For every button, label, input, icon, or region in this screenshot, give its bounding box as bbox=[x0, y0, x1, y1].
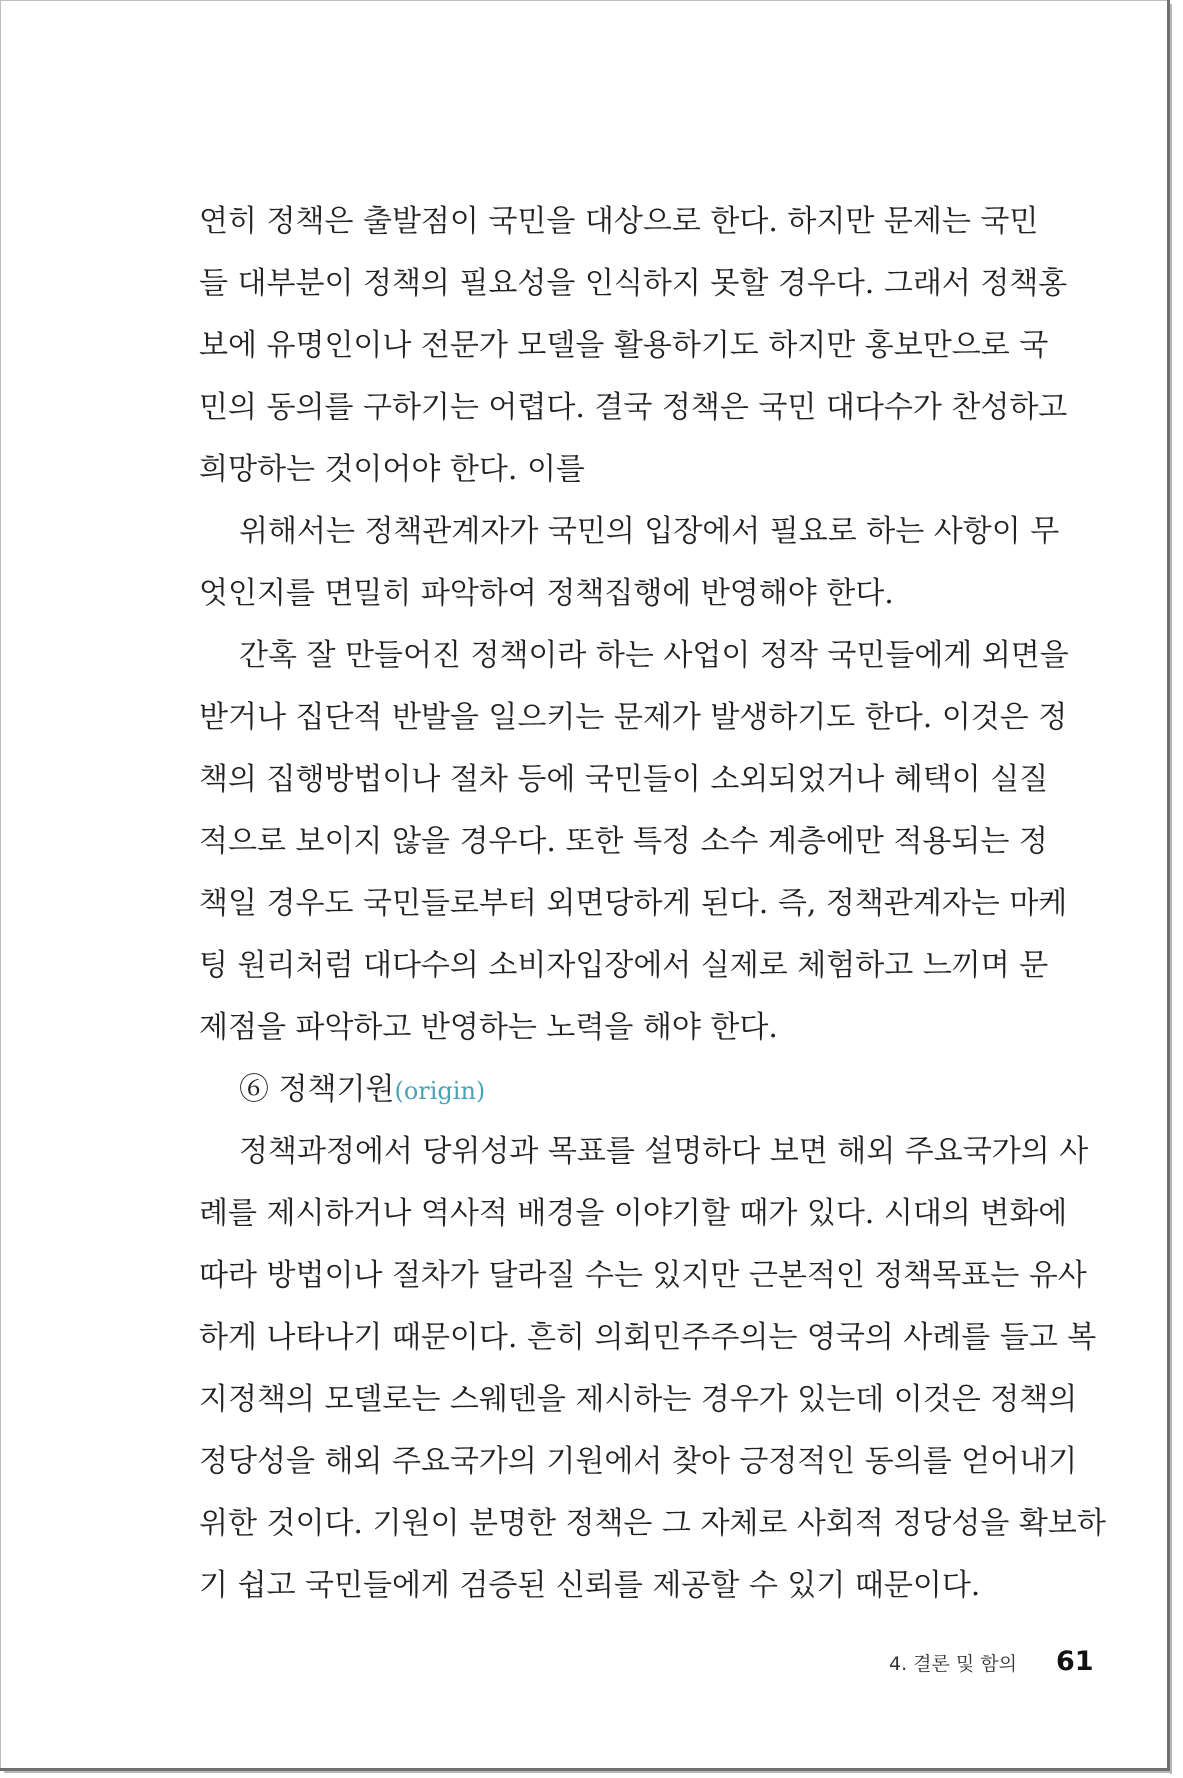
text-line: 정당성을 해외 주요국가의 기원에서 찾아 긍정적인 동의를 얻어내기 bbox=[199, 1444, 1078, 1479]
text-line: 따라 방법이나 절차가 달라질 수는 있지만 근본적인 정책목표는 유사 bbox=[199, 1258, 1087, 1293]
text-line: 위해서는 정책관계자가 국민의 입장에서 필요로 하는 사항이 무 bbox=[239, 514, 1060, 549]
heading-english: (origin) bbox=[394, 1077, 486, 1105]
text-line: 들 대부분이 정책의 필요성을 인식하지 못할 경우다. 그래서 정책홍 bbox=[199, 266, 1068, 301]
heading-title: 정책기원 bbox=[278, 1072, 395, 1107]
text-line: 위한 것이다. 기원이 분명한 정책은 그 자체로 사회적 정당성을 확보하 bbox=[199, 1506, 1106, 1541]
text-line: 간혹 잘 만들어진 정책이라 하는 사업이 정작 국민들에게 외면을 bbox=[239, 638, 1069, 673]
heading-number: ⑥ bbox=[239, 1072, 269, 1107]
text-line: 보에 유명인이나 전문가 모델을 활용하기도 하지만 홍보만으로 국 bbox=[199, 328, 1049, 363]
footer-section-title: 4. 결론 및 함의 bbox=[889, 1653, 1018, 1675]
page-body bbox=[199, 191, 1106, 1617]
text-line: 받거나 집단적 반발을 일으키는 문제가 발생하기도 한다. 이것은 정 bbox=[199, 700, 1068, 735]
text-line: 하게 나타나기 때문이다. 흔히 의회민주주의는 영국의 사례를 들고 복 bbox=[199, 1320, 1097, 1355]
text-line: 책일 경우도 국민들로부터 외면당하게 된다. 즉, 정책관계자는 마케 bbox=[199, 886, 1068, 921]
text-line: 엇인지를 면밀히 파악하여 정책집행에 반영해야 한다. bbox=[199, 576, 894, 611]
page-number: 61 bbox=[1056, 1646, 1094, 1677]
text-line: 지정책의 모델로는 스웨덴을 제시하는 경우가 있는데 이것은 정책의 bbox=[199, 1382, 1078, 1417]
text-line: 제점을 파악하고 반영하는 노력을 해야 한다. bbox=[199, 1010, 778, 1045]
text-line: 기 쉽고 국민들에게 검증된 신뢰를 제공할 수 있기 때문이다. bbox=[199, 1568, 981, 1603]
text-line: 팅 원리처럼 대다수의 소비자입장에서 실제로 체험하고 느끼며 문 bbox=[199, 948, 1049, 983]
text-line: 적으로 보이지 않을 경우다. 또한 특정 소수 계층에만 적용되는 정 bbox=[199, 824, 1048, 859]
text-line: 희망하는 것이어야 한다. 이를 bbox=[199, 452, 585, 487]
text-line: 연히 정책은 출발점이 국민을 대상으로 한다. 하지만 문제는 국민 bbox=[199, 204, 1039, 239]
text-line: 민의 동의를 구하기는 어렵다. 결국 정책은 국민 대다수가 찬성하고 bbox=[199, 390, 1068, 425]
text-line: 례를 제시하거나 역사적 배경을 이야기할 때가 있다. 시대의 변화에 bbox=[199, 1196, 1068, 1231]
text-line: 정책과정에서 당위성과 목표를 설명하다 보면 해외 주요국가의 사 bbox=[239, 1134, 1089, 1169]
section-heading bbox=[199, 1059, 1007, 1121]
page-edge-shadow bbox=[1170, 4, 1172, 1774]
page-edge-shadow bbox=[4, 1771, 1172, 1773]
text-line: 책의 집행방법이나 절차 등에 국민들이 소외되었거나 혜택이 실질 bbox=[199, 762, 1049, 797]
